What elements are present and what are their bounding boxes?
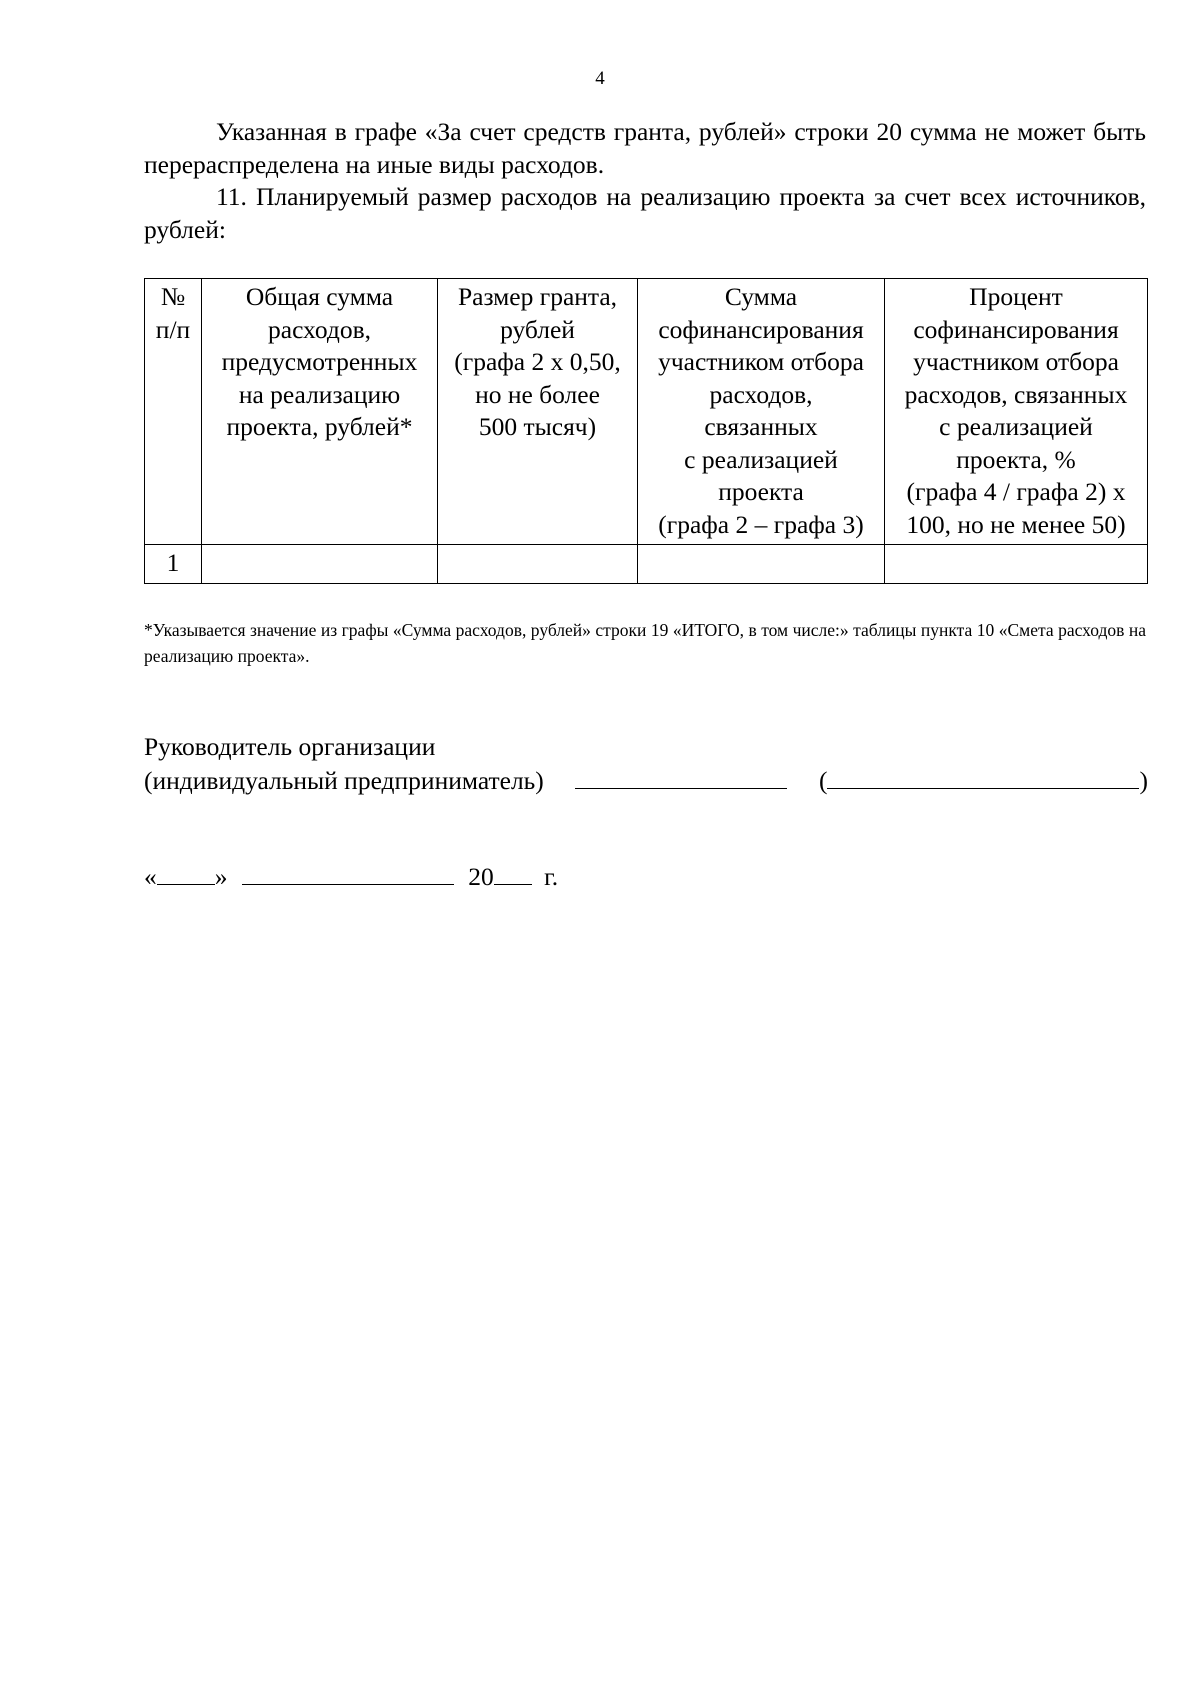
table-footnote: *Указывается значение из графы «Сумма расходов, рублей» строки 19 «ИТОГО, в том числе:» таблицы пункта 10 «Смета расходов на реализацию проекта». <box>144 620 1146 666</box>
name-field: ( ) <box>818 765 1148 795</box>
table-cell-grant-size <box>438 545 638 584</box>
table-cell-cofinancing-percent <box>885 545 1148 584</box>
year-blank <box>494 860 532 885</box>
day-blank <box>157 860 215 885</box>
table-cell-cofinancing-sum <box>638 545 885 584</box>
header-cell-grant-size: Размер гранта, рублей (графа 2 х 0,50, но не более 500 тысяч) <box>438 279 638 545</box>
signature-blank <box>575 764 787 789</box>
header-cell-total-expenses: Общая сумма расходов, предусмотренных на реализацию проекта, рублей* <box>202 279 438 545</box>
table-cell-total-expenses <box>202 545 438 584</box>
table-row <box>145 545 1148 584</box>
date-line: « » 20 г. <box>144 862 559 891</box>
table-cell-number: 1 <box>145 545 202 584</box>
header-cell-cofinancing-percent: Процент софинансирования участником отбора расходов, связанных с реализацией проекта, % (графа 4 / графа 2) х 100, но не менее 50) <box>885 279 1148 545</box>
signature-title: Руководитель организации <box>144 732 436 761</box>
signature-block <box>144 731 1148 797</box>
paragraph-text: 11. Планируемый размер расходов на реализацию проекта за счет всех источников, рублей: <box>144 182 1146 244</box>
name-blank <box>827 764 1139 789</box>
paragraph-item-11 <box>144 181 1146 246</box>
paragraph-grant-note <box>144 116 1146 181</box>
header-cell-cofinancing-sum: Сумма софинансирования участником отбора расходов, связанных с реализацией проекта (графа 2 – графа 3) <box>638 279 885 545</box>
cofinancing-table <box>144 278 1148 584</box>
month-blank <box>242 860 454 885</box>
signature-role-label: (индивидуальный предприниматель) <box>144 765 544 795</box>
table-header-row <box>145 279 1148 545</box>
signature-line <box>144 764 1148 798</box>
page-number: 4 <box>595 68 605 89</box>
paragraph-text: Указанная в графе «За счет средств гранта, рублей» строки 20 сумма не может быть перераспределена на иные виды расходов. <box>144 117 1146 179</box>
header-cell-number: № п/п <box>145 279 202 545</box>
